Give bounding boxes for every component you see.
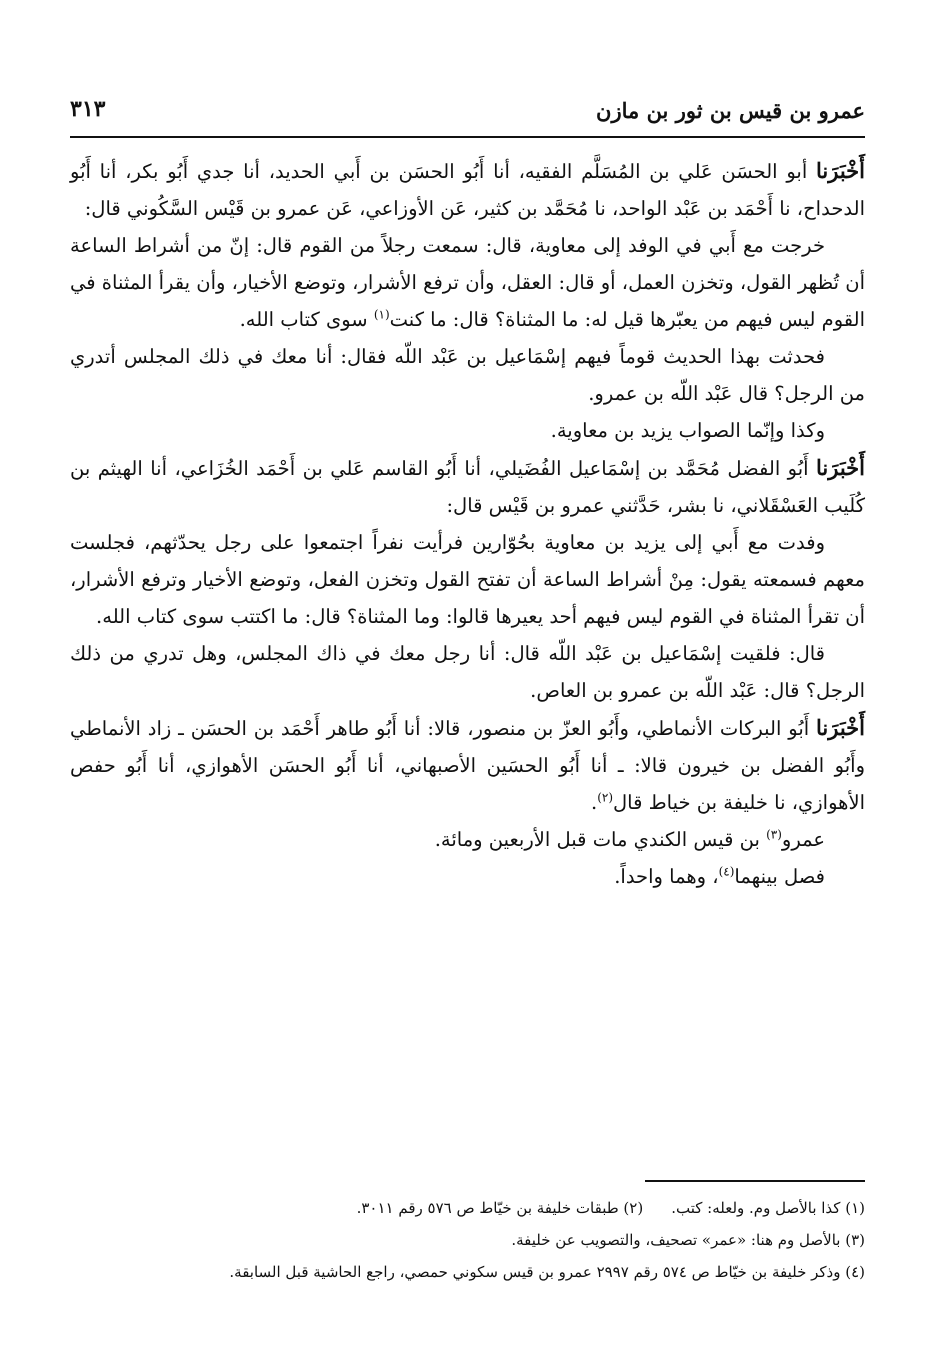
footnote: (٤) وذكر خليفة بن خيّاط ص ٥٧٤ رقم ٢٩٩٧ عمرو بن قيس سكوني حمصي، راجع الحاشية قبل السابقة.: [229, 1263, 865, 1281]
page-header: [70, 90, 865, 138]
footnote-ref[interactable]: (٢): [597, 790, 614, 805]
footnote: (٢) طبقات خليفة بن خيّاط ص ٥٧٦ رقم ٣٠١١.: [356, 1199, 644, 1217]
paragraph-text-after: .: [590, 791, 598, 814]
paragraph: [70, 524, 865, 635]
akhbarana-keyword: أَخْبَرَنا: [816, 715, 865, 740]
footnote-row: [70, 1224, 865, 1256]
paragraph-text: خرجت مع أَبي في الوفد إلى معاوية، قال: سمعت رجلاً من القوم قال: إنّ من أشراط الساعة أن تُظهر القول، وتخزن العمل، أو قال: العقل، وأن ترفع الأشرار، وتوضع الأخيار، وأن يقرأ المثناة في القوم ليس فيهم من يعبّرها قيل له: ما المثناة؟ قال: ما كنت: [70, 234, 865, 331]
paragraph-text: عمرو: [781, 828, 825, 851]
footnote-ref[interactable]: (٤): [718, 864, 735, 879]
paragraph: [70, 449, 865, 524]
main-text: [70, 152, 865, 895]
akhbarana-keyword: أَخْبَرَنا: [816, 455, 865, 480]
footnote-row: [70, 1192, 865, 1224]
paragraph: [70, 338, 865, 412]
paragraph-text: قال: فلقيت إسْمَاعيل بن عَبْد اللّه قال: أنا رجل معك في ذاك المجلس، وهل تدري من ذلك الرجل؟ قال: عَبْد اللّه بن عمرو بن العاص.: [70, 642, 865, 702]
paragraph-text: وكذا وإنّما الصواب يزيد بن معاوية.: [550, 419, 825, 442]
page-number: ٣١٣: [70, 96, 106, 122]
paragraph: [70, 709, 865, 821]
chapter-title: عمرو بن قيس بن ثور بن مازن: [596, 98, 865, 123]
paragraph-text: وفدت مع أَبي إلى يزيد بن معاوية بحُوّارين فرأيت نفراً اجتمعوا على رجل يحدّثهم، فجلست معهم فسمعته يقول: مِنْ أشراط الساعة أن تفتح القول وتخزن الفعل، وتوضع الأخيار وترفع الأشرار، أن تقرأ المثناة في القوم ليس فيهم أحد يعيرها قالوا: وما المثناة؟ قال: ما اكتتب سوى كتاب الله.: [70, 531, 865, 628]
paragraph: [70, 858, 865, 895]
paragraph-text-after: بن قيس الكندي مات قبل الأربعين ومائة.: [434, 828, 767, 851]
akhbarana-keyword: أَخْبَرَنا: [816, 158, 865, 183]
paragraph-text: أَبُو البركات الأنماطي، وأَبُو العزّ بن منصور، قالا: أنا أَبُو طاهر أَحْمَد بن الحسَن ـ زاد الأنماطي وأَبُو الفضل بن خيرون قالا: ـ أنا أَبُو الحسَين الأصبهاني، أنا أَبُو الحسَن الأهوازي، أنا أَبُو حفص الأهوازي، نا خليفة بن خياط قال: [70, 717, 865, 814]
paragraph-text: فحدثت بهذا الحديث قوماً فيهم إسْمَاعيل بن عَبْد اللّه فقال: أنا معك في ذلك المجلس أتدري من الرجل؟ قال عَبْد اللّه بن عمرو.: [70, 345, 865, 405]
paragraph: [70, 821, 865, 858]
paragraph-text: أبو الحسَن عَلي بن المُسَلَّم الفقيه، أنا أَبُو الحسَن بن أَبي الحديد، أنا جدي أَبُو بكر، أنا أَبُو الدحداح، نا أَحْمَد بن عَبْد الواحد، نا مُحَمَّد بن كثير، عَن الأوزاعي، عَن عمرو بن قَيْس السَّكُوني قال:: [70, 160, 865, 220]
book-page: [70, 90, 865, 1310]
footnote-row: [70, 1256, 865, 1288]
paragraph: [70, 227, 865, 338]
paragraph-text-after: سوى كتاب الله.: [239, 308, 374, 331]
paragraph-text: فصل بينهما: [734, 865, 825, 888]
paragraph: [70, 412, 865, 449]
footnote-divider: [645, 1180, 865, 1182]
footnote: (١) كذا بالأصل وم. ولعله: كتب.: [671, 1199, 865, 1217]
paragraph: [70, 152, 865, 227]
paragraph-text-after: ، وهما واحداً.: [614, 865, 719, 888]
footnote: (٣) بالأصل وم هنا: «عمر» تصحيف، والتصويب عن خليفة.: [511, 1231, 865, 1249]
paragraph-text: أَبُو الفضل مُحَمَّد بن إسْمَاعيل الفُضَيلي، أنا أَبُو القاسم عَلي بن أَحْمَد الخُزَاعي، أنا الهيثم بن كُلَيب العَسْقَلاني، نا بشر، حَدَّثني عمرو بن قَيْس قال:: [70, 457, 865, 517]
footnote-ref[interactable]: (١): [373, 307, 390, 322]
paragraph: [70, 635, 865, 709]
footnotes: [70, 1192, 865, 1288]
footnote-ref[interactable]: (٣): [766, 827, 782, 842]
